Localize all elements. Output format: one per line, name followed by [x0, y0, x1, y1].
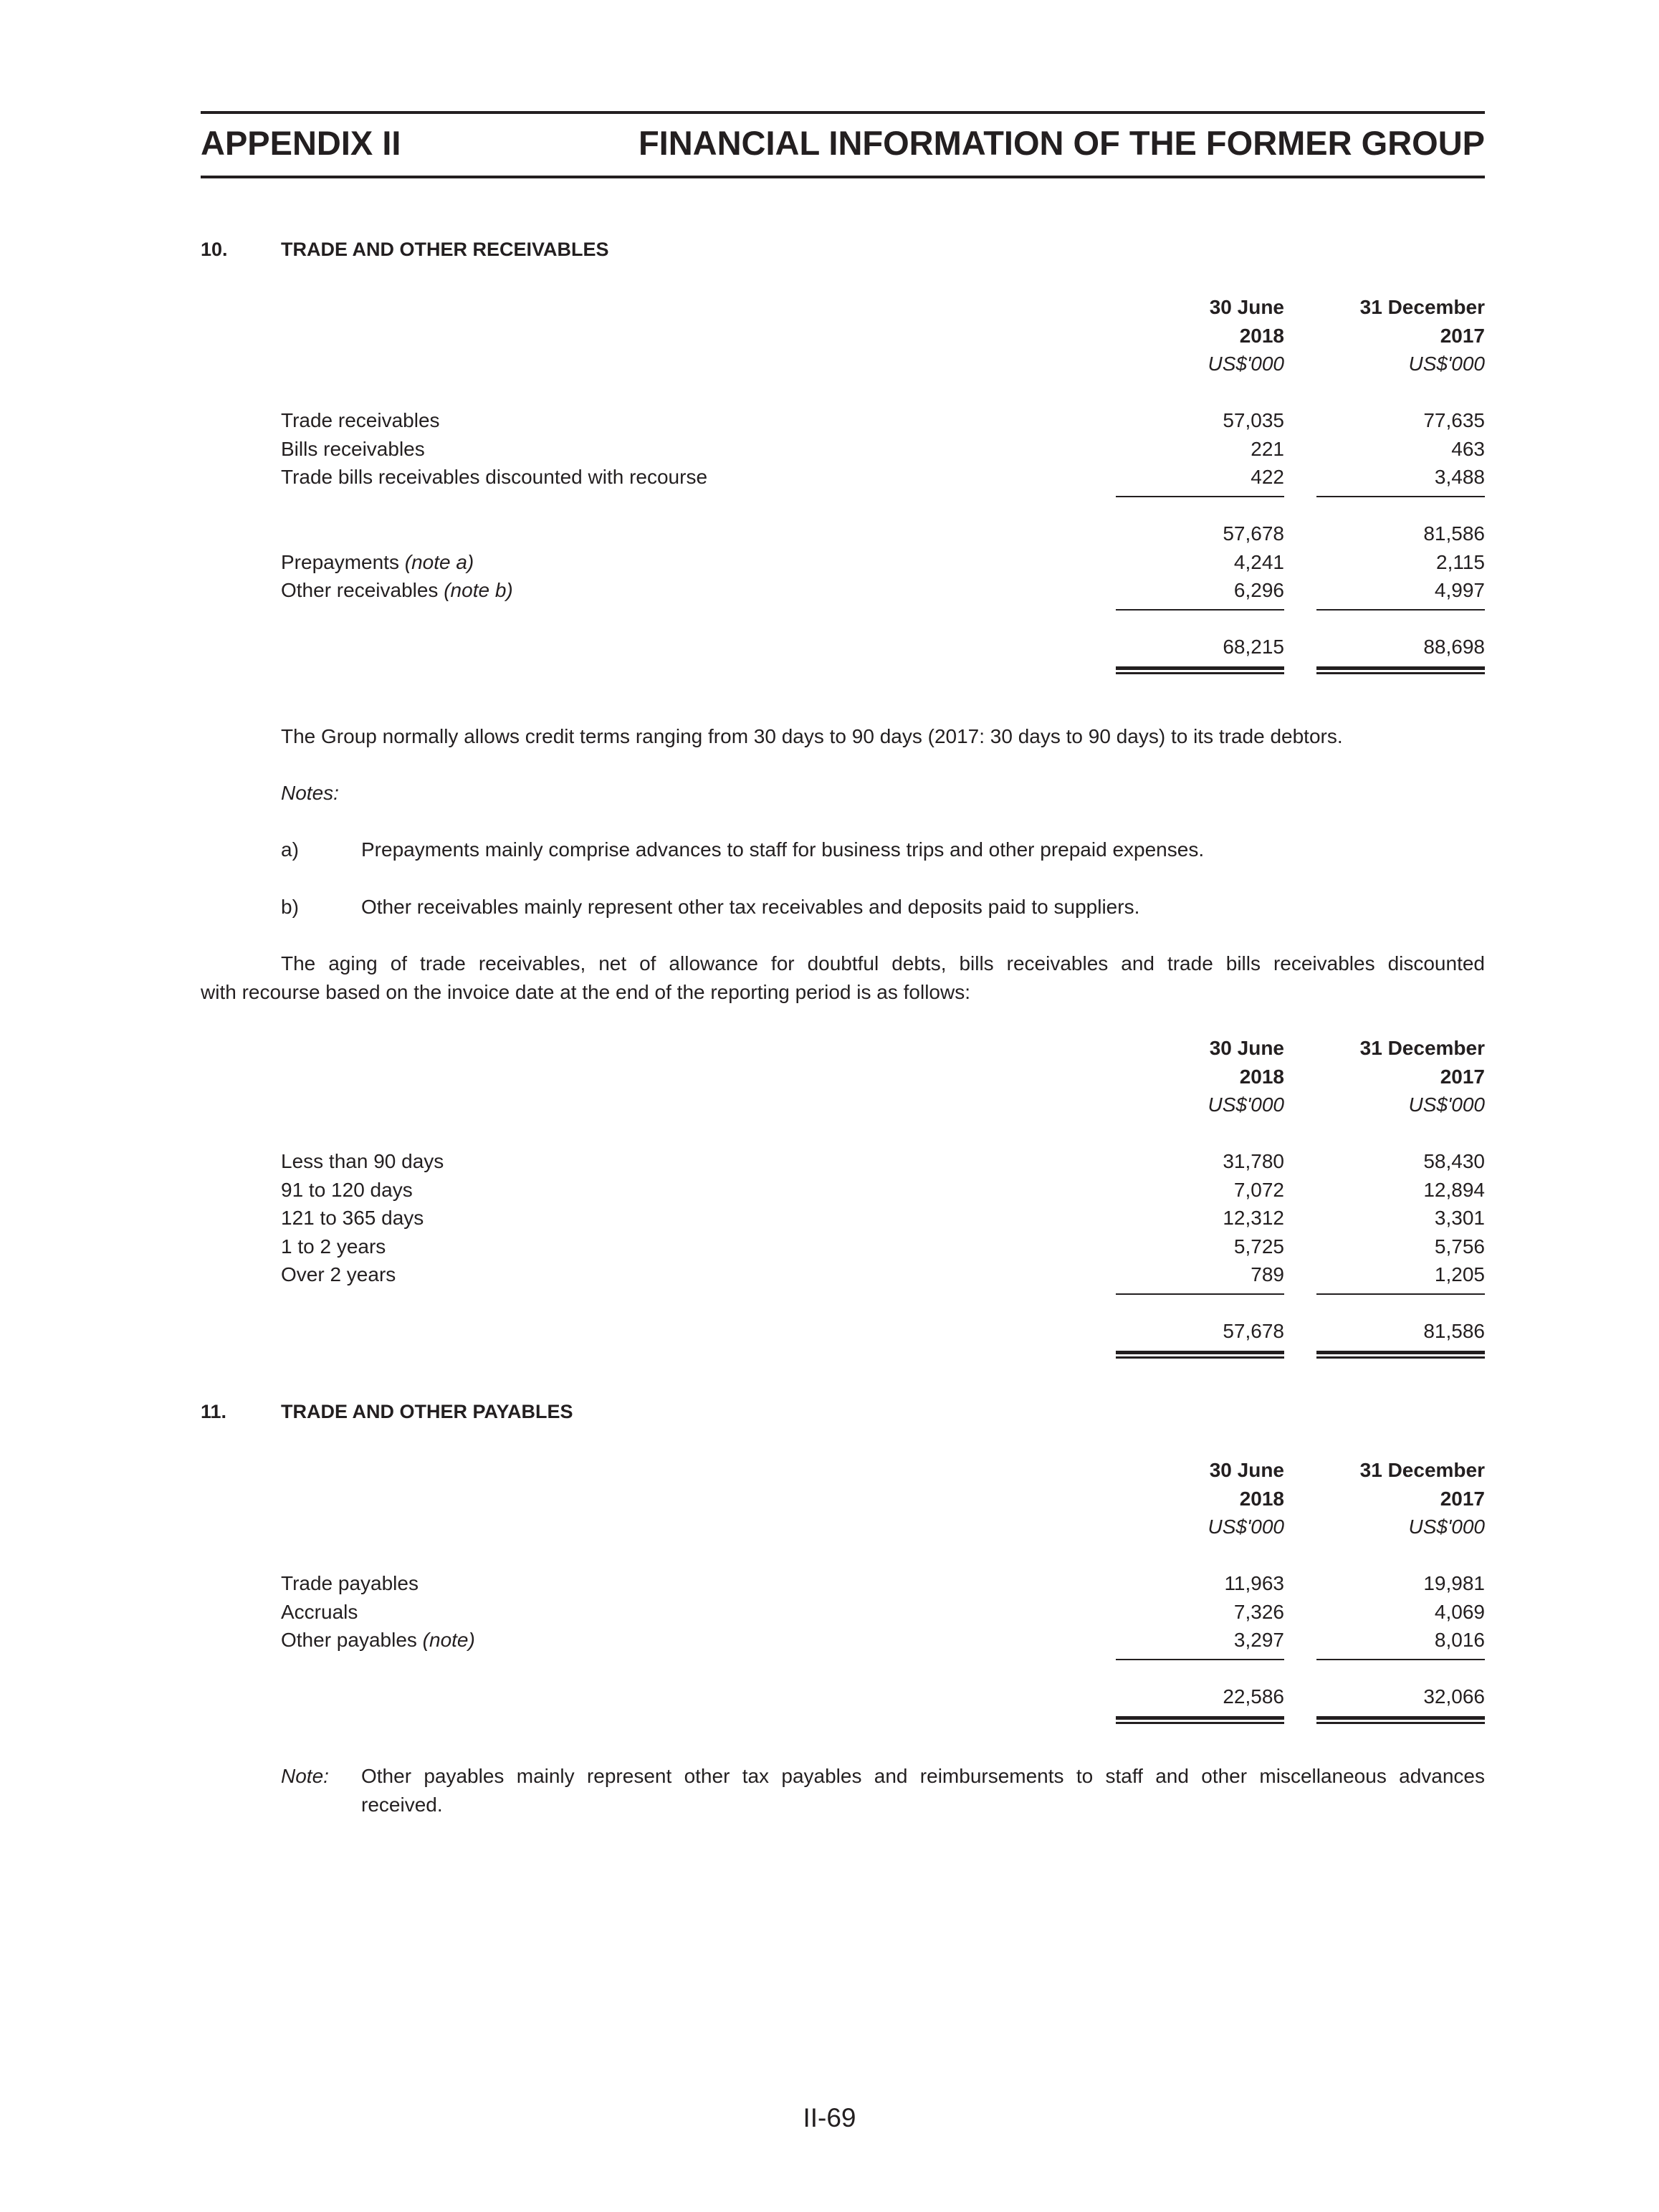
col-unit: US$'000	[1408, 1516, 1485, 1538]
col-header-year-2018: 2018	[1239, 1065, 1284, 1088]
column-header-row	[201, 1456, 1485, 1485]
row-label: Accruals	[281, 1600, 358, 1623]
table-row	[201, 406, 1485, 435]
table-row	[201, 1232, 1485, 1261]
cell-value: 81,586	[1423, 1320, 1485, 1342]
cell-value: 8,016	[1434, 1629, 1485, 1651]
col-unit: US$'000	[1208, 1093, 1284, 1116]
column-header-row	[201, 1063, 1485, 1091]
cell-value: 19,981	[1423, 1572, 1485, 1594]
subtotal-rule	[1116, 496, 1284, 497]
note-reference: (note b)	[444, 579, 513, 601]
section-number: 11.	[201, 1401, 227, 1422]
col-header-december: 31 December	[1359, 296, 1485, 318]
aging-intro-paragraph	[201, 949, 1485, 1007]
col-header-year-2018: 2018	[1239, 324, 1284, 347]
column-unit-row	[201, 1091, 1485, 1119]
note-a-text: Prepayments mainly comprise advances to staff for business trips and other prepaid expenses.	[361, 838, 1205, 861]
cell-value: 57,035	[1223, 409, 1284, 431]
cell-value: 789	[1251, 1263, 1284, 1285]
table-row	[201, 1598, 1485, 1627]
cell-value: 77,635	[1423, 409, 1485, 431]
column-header-row	[201, 322, 1485, 350]
cell-value: 4,997	[1434, 579, 1485, 601]
total-double-rule	[1116, 666, 1284, 674]
col-header-year-2017: 2017	[1440, 324, 1485, 347]
cell-value: 3,301	[1434, 1207, 1485, 1229]
note-reference: (note a)	[404, 550, 474, 573]
total-double-rule	[1116, 1716, 1284, 1724]
cell-value: 32,066	[1423, 1685, 1485, 1708]
cell-value: 3,297	[1233, 1629, 1284, 1651]
row-label: Over 2 years	[281, 1263, 396, 1285]
aging-intro-line: with recourse based on the invoice date at the end of the reporting period is as follows:	[201, 981, 970, 1003]
total-double-rule	[1316, 1351, 1485, 1359]
column-unit-row	[201, 350, 1485, 378]
cell-value: 7,326	[1233, 1600, 1284, 1623]
cell-value: 5,756	[1434, 1235, 1485, 1258]
cell-value: 5,725	[1233, 1235, 1284, 1258]
total-rule	[1316, 1293, 1485, 1295]
cell-value: 57,678	[1223, 522, 1284, 545]
header-title: FINANCIAL INFORMATION OF THE FORMER GROUP	[638, 124, 1485, 162]
row-label: Other receivables (note b)	[281, 579, 513, 601]
row-label: Other payables (note)	[281, 1629, 475, 1651]
cell-value: 6,296	[1233, 579, 1284, 601]
cell-value: 12,312	[1223, 1207, 1284, 1229]
row-label: Trade payables	[281, 1572, 419, 1594]
row-label: Trade receivables	[281, 409, 440, 431]
col-unit: US$'000	[1408, 353, 1485, 375]
cell-value: 4,241	[1233, 550, 1284, 573]
row-label: Trade bills receivables discounted with recourse	[281, 466, 708, 488]
row-label: 121 to 365 days	[281, 1207, 424, 1229]
col-header-june: 30 June	[1209, 1459, 1284, 1481]
cell-value: 81,586	[1423, 522, 1485, 545]
payables-note	[361, 1762, 1485, 1819]
table-row	[201, 1569, 1485, 1598]
table-row	[201, 576, 1485, 605]
payables-table	[201, 1456, 1485, 1711]
cell-value: 22,586	[1223, 1685, 1284, 1708]
row-label: Bills receivables	[281, 437, 425, 460]
col-header-december: 31 December	[1359, 1037, 1485, 1059]
row-label: Less than 90 days	[281, 1150, 444, 1172]
cell-value: 88,698	[1423, 636, 1485, 658]
section-number: 10.	[201, 239, 228, 260]
cell-value: 463	[1451, 437, 1485, 460]
table-row	[201, 463, 1485, 492]
total-row	[201, 633, 1485, 661]
total-double-rule	[1316, 1716, 1485, 1724]
col-header-year-2017: 2017	[1440, 1065, 1485, 1088]
column-header-row	[201, 1034, 1485, 1063]
aging-intro-line: The aging of trade receivables, net of allowance for doubtful debts, bills receivables and trade bills receivables discounted	[281, 952, 1485, 975]
table-row	[201, 1626, 1485, 1655]
total-rule	[1116, 1659, 1284, 1660]
col-header-june: 30 June	[1209, 296, 1284, 318]
cell-value: 58,430	[1423, 1150, 1485, 1172]
note-b-marker: b)	[281, 896, 299, 918]
credit-terms-paragraph: The Group normally allows credit terms ranging from 30 days to 90 days (2017: 30 days to 90 days) to its trade debtors.	[281, 725, 1343, 747]
total-rule	[1116, 609, 1284, 611]
row-label: Prepayments (note a)	[281, 550, 474, 573]
note-b-text: Other receivables mainly represent other tax receivables and deposits paid to suppliers.	[361, 896, 1140, 918]
cell-value: 12,894	[1423, 1178, 1485, 1201]
col-header-year-2018: 2018	[1239, 1487, 1284, 1510]
note-label: Note:	[281, 1765, 329, 1787]
col-header-december: 31 December	[1359, 1459, 1485, 1481]
cell-value: 4,069	[1434, 1600, 1485, 1623]
total-rule	[1116, 1293, 1284, 1295]
cell-value: 7,072	[1233, 1178, 1284, 1201]
cell-value: 31,780	[1223, 1150, 1284, 1172]
cell-value: 57,678	[1223, 1320, 1284, 1342]
col-unit: US$'000	[1208, 1516, 1284, 1538]
section-title: TRADE AND OTHER PAYABLES	[281, 1401, 573, 1422]
total-row	[201, 1317, 1485, 1346]
total-row	[201, 1682, 1485, 1711]
note-line: Other payables mainly represent other tax payables and reimbursements to staff and other miscellaneous advances	[361, 1765, 1485, 1787]
col-unit: US$'000	[1408, 1093, 1485, 1116]
row-label: 1 to 2 years	[281, 1235, 386, 1258]
receivables-table	[201, 293, 1485, 661]
subtotal-rule	[1316, 496, 1485, 497]
table-row	[201, 1260, 1485, 1289]
cell-value: 1,205	[1434, 1263, 1485, 1285]
table-row	[201, 435, 1485, 464]
page-number: II-69	[803, 2103, 856, 2132]
cell-value: 3,488	[1434, 466, 1485, 488]
total-double-rule	[1116, 1351, 1284, 1359]
table-row	[201, 1176, 1485, 1205]
table-row	[201, 1147, 1485, 1176]
table-row	[201, 1204, 1485, 1232]
col-header-year-2017: 2017	[1440, 1487, 1485, 1510]
cell-value: 221	[1251, 437, 1284, 460]
total-rule	[1316, 609, 1485, 611]
row-label: 91 to 120 days	[281, 1178, 413, 1201]
column-unit-row	[201, 1513, 1485, 1541]
cell-value: 11,963	[1224, 1572, 1284, 1594]
col-unit: US$'000	[1208, 353, 1284, 375]
column-header-row	[201, 1485, 1485, 1513]
aging-table	[201, 1034, 1485, 1346]
note-reference: (note)	[422, 1629, 475, 1651]
col-header-june: 30 June	[1209, 1037, 1284, 1059]
appendix-label: APPENDIX II	[201, 124, 401, 162]
note-a-marker: a)	[281, 838, 299, 861]
page-header	[201, 111, 1485, 178]
section-title: TRADE AND OTHER RECEIVABLES	[281, 239, 609, 260]
column-header-row	[201, 293, 1485, 322]
cell-value: 68,215	[1223, 636, 1284, 658]
table-row	[201, 548, 1485, 577]
subtotal-row	[201, 520, 1485, 548]
total-double-rule	[1316, 666, 1485, 674]
notes-label: Notes:	[281, 782, 339, 804]
note-line: received.	[361, 1794, 443, 1816]
cell-value: 422	[1251, 466, 1284, 488]
total-rule	[1316, 1659, 1485, 1660]
cell-value: 2,115	[1436, 550, 1485, 573]
